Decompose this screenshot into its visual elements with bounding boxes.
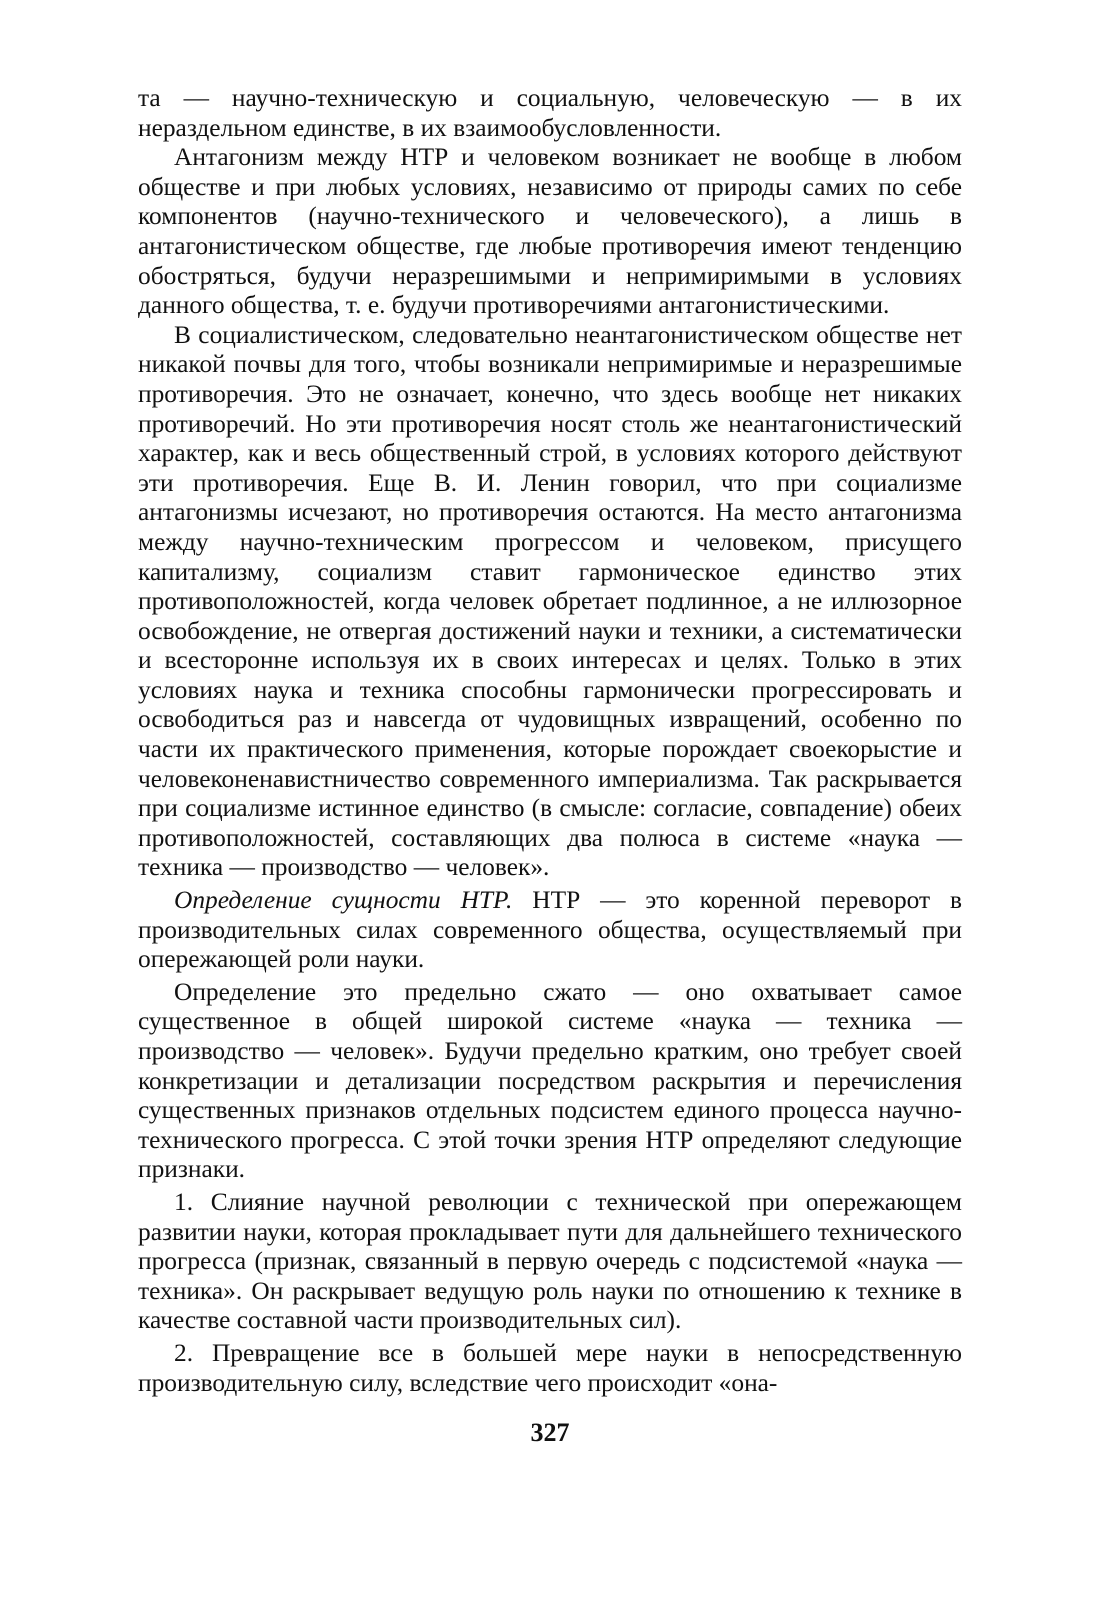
paragraph-2: Антагонизм между НТР и человеком возникает не вообще в любом обществе и при любых условиях, независимо от природы самих по себе компонентов (научно-технического и человеческого), а лишь в антагонистическом обществе, где любые противоречия имеют тенденцию обостряться, будучи неразрешимыми и непримиримыми в условиях данного общества, т. е. будучи противоречиями антагонистическими. [138,143,962,320]
list-item-1: 1. Слияние научной революции с технической при опережающем развитии науки, которая прокладывает пути для дальнейшего технического прогресса (признак, связанный в первую очередь с подсистемой «наука — техника». Он раскрывает ведущую роль науки по отношению к технике в качестве составной части производительных сил). [138,1187,962,1335]
paragraph-5: Определение это предельно сжато — оно охватывает самое существенное в общей широкой системе «наука — техника — производство — человек». Будучи предельно кратким, оно требует своей конкретизации и детализации посредством раскрытия и перечисления существенных признаков отдельных подсистем единого процесса научно-технического прогресса. С этой точки зрения НТР определяют следующие признаки. [138,977,962,1184]
definition-heading: Определение сущности НТР. [174,886,513,915]
paragraph-1: та — научно-техническую и социальную, человеческую — в их нераздельном единстве, в их взаимообусловленности. [138,84,962,142]
page-number: 327 [530,1418,570,1447]
list-item-2: 2. Превращение все в большей мере науки в непосредственную производительную силу, вследствие чего происходит «она- [138,1338,962,1397]
paragraph-3: В социалистическом, следовательно неантагонистическом обществе нет никакой почвы для того, чтобы возникали непримиримые и неразрешимые противоречия. Это не означает, конечно, что здесь вообще нет никаких противоречий. Но эти противоречия носят столь же неантагонистический характер, как и весь общественный строй, в условиях которого действуют эти противоречия. Еще В. И. Ленин говорил, что при социализме антагонизмы исчезают, но противоречия остаются. На место антагонизма между научно-техническим прогрессом и человеком, присущего капитализму, социализм ставит гармоническое единство этих противоположностей, когда человек обретает подлинное, а не иллюзорное освобождение, не отвергая достижений науки и техники, а систематически и всесторонне используя их в своих интересах и целях. Только в этих условиях наука и техника способны гармонически прогрессировать и освободиться раз и навсегда от чудовищных извращений, особенно по части их практического применения, которые порождает своекорыстие и человеконенавистничество современного империализма. Так раскрывается при социализме истинное единство (в смысле: согласие, совпадение) обеих противоположностей, составляющих два полюса в системе «наука — техника — производство — человек». [138,320,962,882]
paragraph-4-definition: Определение сущности НТР. НТР — это коренной переворот в производительных силах современного общества, осуществляемый при опережающей роли науки. [138,886,962,974]
body-text [138,84,962,1398]
